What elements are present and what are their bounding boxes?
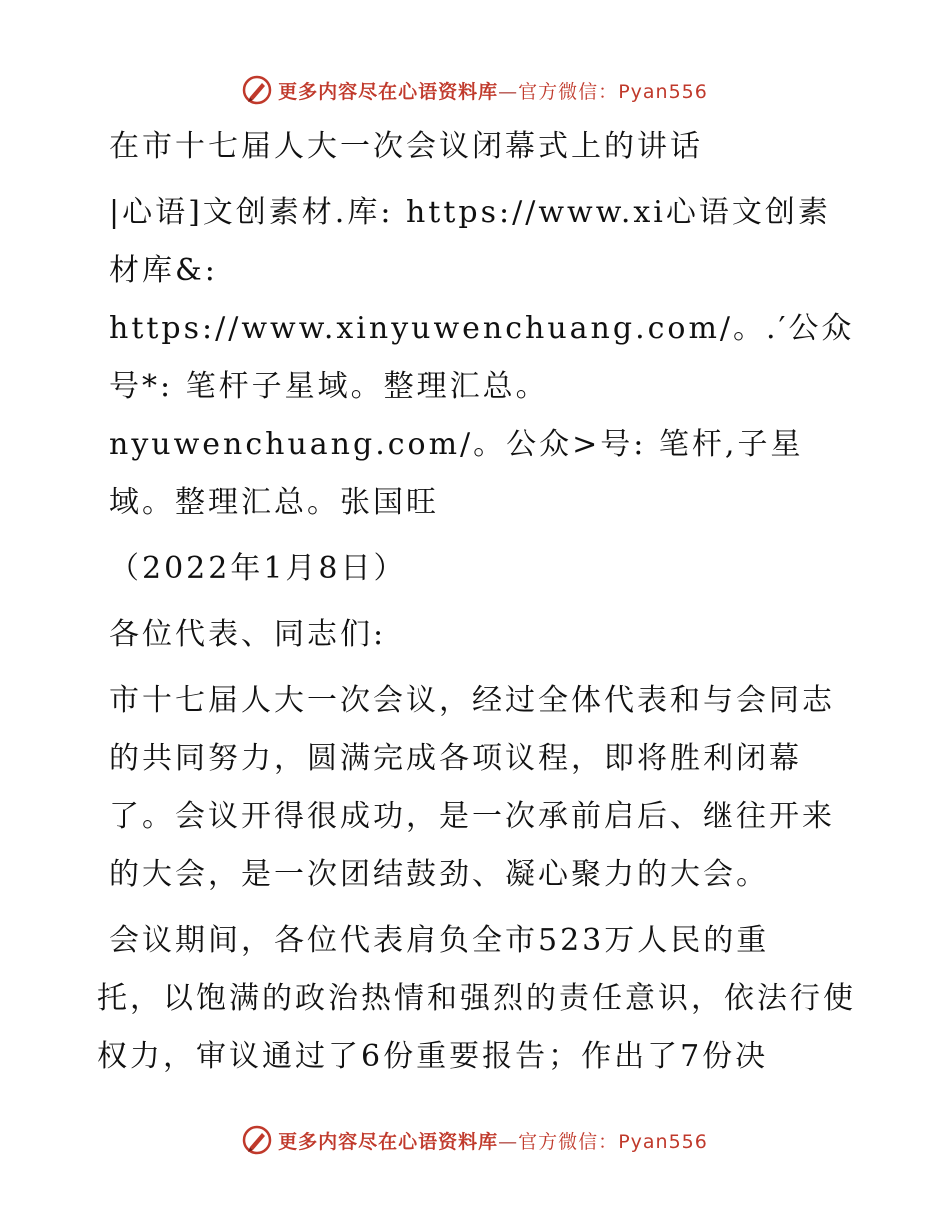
pen-logo-icon xyxy=(242,1125,272,1155)
document-title: 在市十七届人大一次会议闭幕式上的讲话 xyxy=(109,129,703,164)
paragraph-2-line-1: 会议期间，各位代表肩负全市523万人民的重 xyxy=(109,923,770,958)
paragraph-1: 市十七届人大一次会议，经过全体代表和与会同志的共同努力，圆满完成各项议程，即将胜利闭幕了。会议开得很成功，是一次承前启后、继往开来的大会，是一次团结鼓劲、凝心聚力的大会。 xyxy=(109,683,835,892)
banner-wechat-id: Pyan556 xyxy=(618,1130,708,1153)
banner-wechat-id: Pyan556 xyxy=(618,80,708,103)
banner-dash: — xyxy=(498,80,519,103)
document-date: （2022年1月8日） xyxy=(109,551,407,586)
banner-main-text: 更多内容尽在心语资料库 xyxy=(278,80,499,103)
paragraph-2-rest: 托，以饱满的政治热情和强烈的责任意识，依法行使权力，审议通过了6份重要报告；作出了7份决 xyxy=(97,981,856,1074)
salutation: 各位代表、同志们: xyxy=(109,617,387,652)
pen-logo-icon xyxy=(242,75,272,105)
banner-dash: — xyxy=(498,1130,519,1153)
document-body xyxy=(97,118,857,1094)
header-watermark-banner xyxy=(0,70,950,110)
banner-text xyxy=(278,1127,708,1154)
source-line: |心语]文创素材.库: https://www.xi心语文创素材库&: https://www.xinyuwenchuang.com/。.′公众号*: 笔杆子星域。整理汇总。nyuwenchuang.com/。公众>号: 笔杆,子星域。整理汇总。张国旺 xyxy=(109,195,855,520)
banner-wechat-label: 官方微信： xyxy=(518,1130,619,1153)
banner-text xyxy=(278,77,708,104)
footer-watermark-banner xyxy=(0,1120,950,1160)
banner-main-text: 更多内容尽在心语资料库 xyxy=(278,1130,499,1153)
banner-wechat-label: 官方微信： xyxy=(518,80,619,103)
